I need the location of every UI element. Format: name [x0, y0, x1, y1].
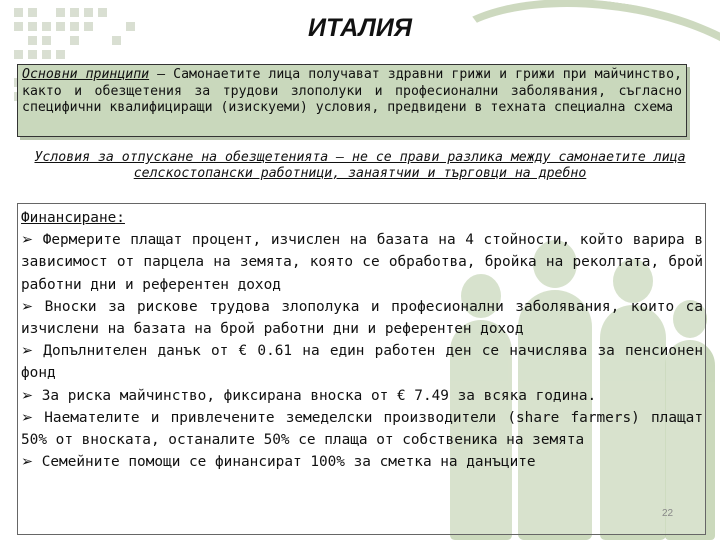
arrow-bullet-icon: ➢: [21, 387, 34, 404]
arrow-bullet-icon: ➢: [21, 409, 34, 426]
slide-title: ИТАЛИЯ: [307, 14, 413, 42]
principles-text: – Самонаетите лица получават здравни грижи и грижи при майчинство, както и обезщетения за трудови злополуки и професионални заболявания, съгласно специфични квалифициращи (изискуеми) условия, предвидени в техната специална схема: [22, 67, 682, 115]
financing-box: [17, 203, 706, 535]
arrow-bullet-icon: ➢: [21, 232, 34, 249]
financing-item: ➢ Фермерите плащат процент, изчислен на базата на 4 стойности, който варира в зависимост от парцела на земята, която се обработва, бройка на реколтата, брой работни дни и референтен доход: [21, 232, 703, 293]
arrow-bullet-icon: ➢: [21, 343, 34, 360]
financing-item: ➢ Допълнителен данък от € 0.61 на един работен ден се начислява за пенсионен фонд: [21, 343, 703, 382]
principles-label: Основни принципи: [22, 67, 150, 82]
page-number: 22: [662, 508, 674, 519]
financing-item: ➢ Семейните помощи се финансират 100% за сметка на данъците: [21, 454, 536, 471]
arrow-bullet-icon: ➢: [21, 298, 34, 315]
financing-item: ➢ Вноски за рискове трудова злополука и професионални заболявания, които са изчислени на базата на брой работни дни и референтен доход: [21, 298, 703, 338]
conditions-text: Условия за отпускане на обезщетенията – не се прави разлика между самонаетите лица селскостопански работници, занаятчии и търговци на дребно: [34, 150, 686, 181]
financing-heading: Финансиране:: [21, 210, 125, 226]
financing-item: ➢ Наемателите и привлечените земеделски производители (share farmers) плащат 50% от вноската, останалите 50% се плаща от собственика на земята: [21, 409, 703, 449]
arrow-bullet-icon: ➢: [21, 454, 34, 471]
principles-box: [17, 64, 687, 137]
financing-item: ➢ За риска майчинство, фиксирана вноска от € 7.49 за всяка година.: [21, 387, 597, 404]
